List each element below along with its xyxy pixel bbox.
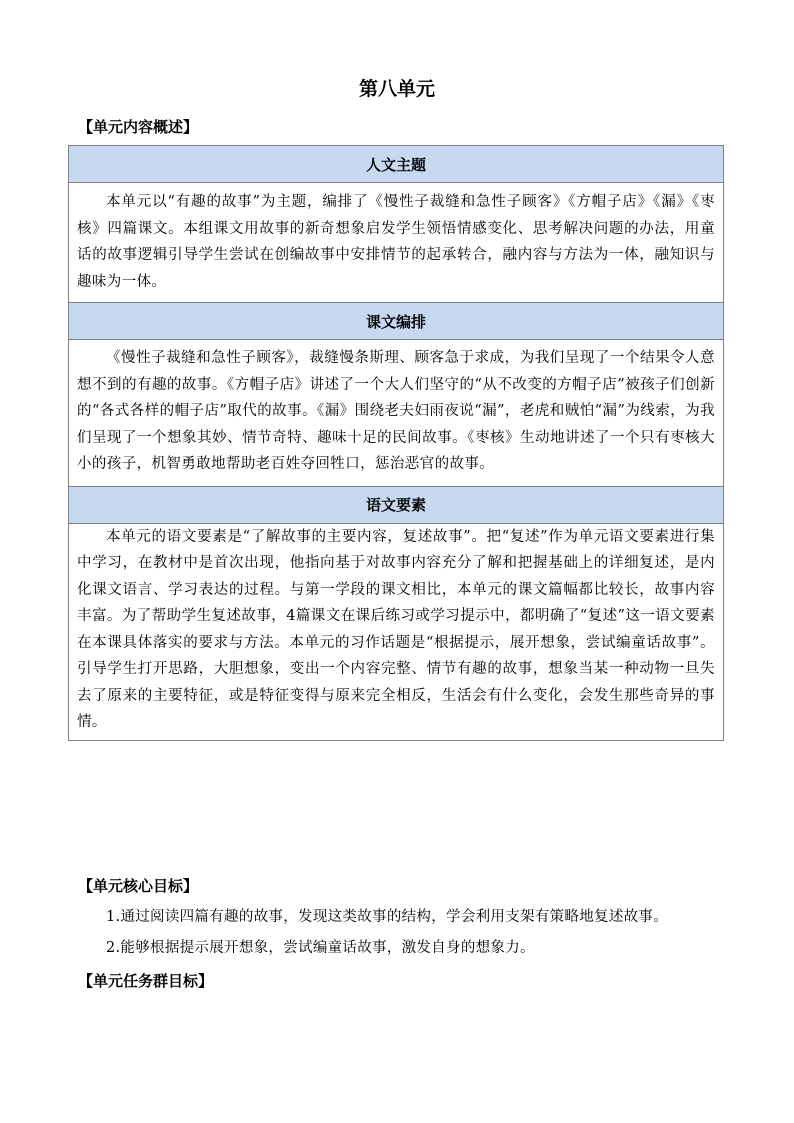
elements-text: 本单元的语文要素是“了解故事的主要内容，复述故事”。把“复述”作为单元语文要素进行集中学习，在教材中是首次出现，他指向基于对故事内容充分了解和把握基础上的详细复述，是内化课文语言、学习表达的过程。与第一学段的课文相比，本单元的课文篇幅都比较长，故事内容丰富。为了帮助学生复述故事，4篇课文在课后练习或学习提示中，都明确了“复述”这一语文要素在本课具体落实的要求与方法。本单元的习作话题是“根据提示，展开想象，尝试编童话故事”。引导学生打开思路，大胆想象，变出一个内容完整、情节有趣的故事，想象当某一种动物一旦失去了原来的主要特征，或是特征变得与原来完全相反，生活会有什么变化，会发生那些奇异的事情。 <box>77 528 715 730</box>
theme-cell <box>69 183 724 303</box>
task-goals-heading: 【单元任务群目标】 <box>78 972 214 990</box>
overview-heading: 【单元内容概述】 <box>78 118 199 136</box>
arrangement-text: 《慢性子裁缝和急性子顾客》，裁缝慢条斯理、顾客急于求成，为我们呈现了一个结果令人意想不到的有趣的故事。《方帽子店》讲述了一个大人们坚守的“从不改变的方帽子店”被孩子们创新的“各式各样的帽子店”取代的故事。《漏》围绕老夫妇雨夜说“漏”，老虎和贼怕“漏”为线索，为我们呈现了一个想象其妙、情节奇特、趣味十足的民间故事。《枣核》生动地讲述了一个只有枣核大小的孩子，机智勇敢地帮助老百姓夺回牲口，惩治恶官的故事。 <box>77 350 715 472</box>
theme-text: 本单元以“有趣的故事”为主题，编排了《慢性子裁缝和急性子顾客》《方帽子店》《漏》《枣核》四篇课文。本组课文用故事的新奇想象启发学生领悟情感变化、思考解决问题的办法，用童话的故事逻辑引导学生尝试在创编故事中安排情节的起承转合，融内容与方法为一体，融知识与趣味为一体。 <box>77 194 715 290</box>
core-goals-heading: 【单元核心目标】 <box>78 877 199 895</box>
core-goal-item: 2.能够根据提示展开想象，尝试编童话故事，激发自身的想象力。 <box>106 940 535 956</box>
theme-header: 人文主题 <box>69 146 724 183</box>
page-title: 第八单元 <box>358 78 435 100</box>
core-goals-list <box>68 902 724 964</box>
elements-header: 语文要素 <box>69 486 724 523</box>
arrangement-cell <box>69 340 724 487</box>
arrangement-header: 课文编排 <box>69 303 724 340</box>
overview-table <box>68 145 724 741</box>
core-goal-item: 1.通过阅读四篇有趣的故事，发现这类故事的结构，学会利用支架有策略地复述故事。 <box>106 909 669 925</box>
elements-cell <box>69 523 724 740</box>
